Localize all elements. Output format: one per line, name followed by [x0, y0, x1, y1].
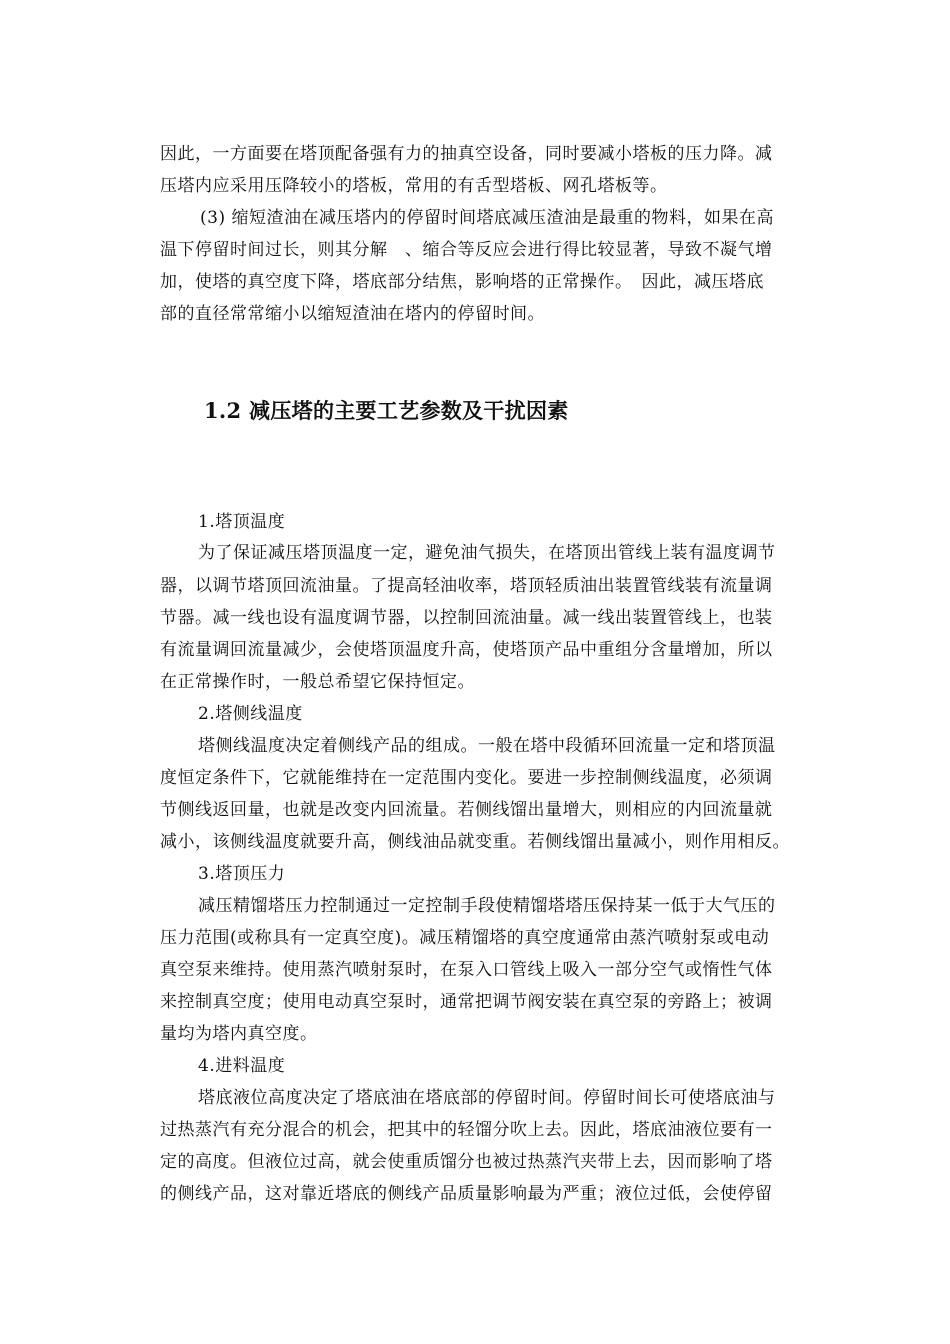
body-line: 减小，该侧线温度就要升高，侧线油品就变重。若侧线馏出量减小，则作用相反。: [160, 832, 790, 852]
section-heading: 1.2 减压塔的主要工艺参数及干扰因素: [204, 398, 569, 423]
subheading-feed-temperature: 4.进料温度: [198, 1056, 286, 1076]
intro-line-2: 压塔内应采用压降较小的塔板，常用的有舌型塔板、网孔塔板等。: [160, 176, 668, 196]
body-line: 节侧线返回量，也就是改变内回流量。若侧线馏出量增大，则相应的内回流量就: [160, 800, 773, 820]
subheading-tower-top-pressure: 3.塔顶压力: [198, 864, 286, 884]
body-line: 塔底液位高度决定了塔底油在塔底部的停留时间。停留时间长可使塔底油与: [198, 1088, 776, 1108]
body-line: 减压精馏塔压力控制通过一定控制手段使精馏塔塔压保持某一低于大气压的: [198, 896, 776, 916]
body-line: 塔侧线温度决定着侧线产品的组成。一般在塔中段循环回流量一定和塔顶温: [198, 736, 776, 756]
body-line: 真空泵来维持。使用蒸汽喷射泵时，在泵入口管线上吸入一部分空气或惰性气体: [160, 960, 773, 980]
body-line: 度恒定条件下，它就能维持在一定范围内变化。要进一步控制侧线温度，必须调: [160, 768, 773, 788]
intro-line-3: (3) 缩短渣油在减压塔内的停留时间塔底减压渣油是最重的物料，如果在高: [200, 208, 774, 228]
body-line: 来控制真空度；使用电动真空泵时，通常把调节阀安装在真空泵的旁路上；被调: [160, 992, 773, 1012]
body-line: 器，以调节塔顶回流油量。了提高轻油收率，塔顶轻质油出装置管线装有流量调: [160, 576, 773, 596]
intro-line-4: 温下停留时间过长，则其分解 、缩合等反应会进行得比较显著，导致不凝气增: [160, 240, 773, 260]
intro-line-1: 因此，一方面要在塔顶配备强有力的抽真空设备，同时要减小塔板的压力降。减: [160, 144, 773, 164]
body-line: 在正常操作时，一般总希望它保持恒定。: [160, 672, 475, 692]
body-line: 过热蒸汽有充分混合的机会，把其中的轻馏分吹上去。因此，塔底油液位要有一: [160, 1120, 773, 1140]
intro-line-5: 加，使塔的真空度下降，塔底部分结焦，影响塔的正常操作。 因此，减压塔底: [160, 272, 764, 292]
intro-line-6: 部的直径常常缩小以缩短渣油在塔内的停留时间。: [160, 304, 545, 324]
body-line: 的侧线产品，这对靠近塔底的侧线产品质量影响最为严重；液位过低，会使停留: [160, 1184, 773, 1204]
body-line: 节器。减一线也设有温度调节器，以控制回流油量。减一线出装置管线上，也装: [160, 608, 773, 628]
body-line: 为了保证减压塔顶温度一定，避免油气损失，在塔顶出管线上装有温度调节: [198, 543, 776, 563]
body-line: 有流量调回流量减少，会使塔顶温度升高，使塔顶产品中重组分含量增加，所以: [160, 640, 773, 660]
body-line: 定的高度。但液位过高，就会使重质馏分也被过热蒸汽夹带上去，因而影响了塔: [160, 1152, 773, 1172]
subheading-tower-top-temperature: 1.塔顶温度: [198, 512, 286, 532]
body-line: 量均为塔内真空度。: [160, 1024, 318, 1044]
subheading-side-line-temperature: 2.塔侧线温度: [198, 704, 303, 724]
body-line: 压力范围(或称具有一定真空度)。减压精馏塔的真空度通常由蒸汽喷射泵或电动: [160, 928, 770, 948]
